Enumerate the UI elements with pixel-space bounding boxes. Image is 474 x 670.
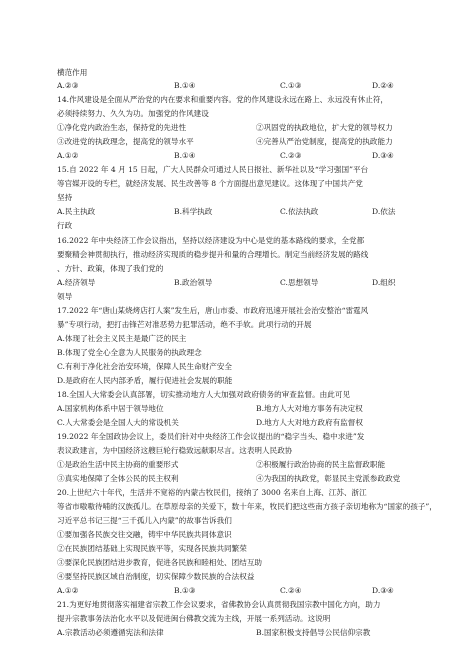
statement-2: ②积极履行政治协商的民主监督政职能 <box>256 460 386 469</box>
option-c: C.思想领导 <box>280 278 319 287</box>
option-b: B.科学执政 <box>174 207 213 216</box>
question-17-line-2: 暴”专项行动，把打击锋芒对准恶势力犯罪活动，绝不手软。此项行动的开展 <box>57 320 312 329</box>
option-b: B.①④ <box>174 151 196 160</box>
option-a: A.国家机构体系中居于领导地位 <box>57 404 164 413</box>
option-a: A.宗教活动必须遵循宪法和法律 <box>57 628 164 637</box>
option-d: D.③④ <box>372 151 394 160</box>
option-a: A.民主执政 <box>57 207 96 216</box>
statement-2: ②巩固党的执政地位，扩大党的领导权力 <box>256 123 393 132</box>
question-20-line-1: 20.上世纪六十年代，生活并不宽裕的内蒙古牧民们，接纳了 3000 名来自上海、江苏、浙江 <box>57 488 367 497</box>
question-15-line-4: 行政 <box>57 221 73 230</box>
statement-1: ①净化党内政治生态，保持党的先进性 <box>57 123 187 132</box>
statement-4: ④要坚持民族区域自治制度，切实保障少数民族的合法权益 <box>57 572 255 581</box>
statement-3: ③要深化民族团结进步教育，促进各民族和睦相处、团结互助 <box>57 558 263 567</box>
option-a: A.体现了社会主义民主是最广泛的民主 <box>57 334 187 343</box>
question-19-line-2: 表议政建言，为中国经济这艘巨轮行稳致远献职尽言。这表明人民政协 <box>57 446 293 455</box>
option-a: A.②③ <box>57 81 79 90</box>
statement-2: ②在民族团结基础上实现民族平等，实现各民族共同繁荣 <box>57 544 247 553</box>
statement-3: ③真实地保障了全体公民的民主权利 <box>57 474 179 483</box>
option-b: B.①④ <box>174 81 196 90</box>
option-d: D.地方人大对地方政府有监督权 <box>256 418 363 427</box>
option-b: B.政治领导 <box>174 278 213 287</box>
question-20-line-3: 习近平总书记三提“三千孤儿入内蒙”的故事告诉我们 <box>57 516 232 525</box>
option-c: C.有利于净化社会治安环境，保障人民生命财产安全 <box>57 362 233 371</box>
text-line: 横范作用 <box>57 68 88 77</box>
question-16-line-2: 要聚精会神贯彻执行，推动经济实现质的稳步提升和量的合理增长。制定当前经济发展的路线 <box>57 250 369 259</box>
option-d: D.③④ <box>372 586 394 595</box>
option-c: C.人大常委会是全国人大的常设机关 <box>57 418 179 427</box>
option-d: D.组织 <box>372 278 396 287</box>
question-14-line-1: 14.作风建设是全面从严治党的内在要求和重要内容。党的作风建设永远在路上、永远没有休止符， <box>57 95 389 104</box>
question-16-line-3: 、方针、政策，体现了我们党的 <box>57 264 164 273</box>
option-a: A.①② <box>57 151 79 160</box>
option-a: A.①② <box>57 586 79 595</box>
option-c: C.②④ <box>280 586 302 595</box>
question-16-line-4: 领导 <box>57 292 73 301</box>
question-15-line-1: 15.自 2022 年 4 月 15 日起，广大人民群众可通过人民日报社、新华社以及“学习强国”平台 <box>57 165 369 174</box>
option-c: C.①③ <box>280 81 302 90</box>
option-c: C.依法执政 <box>280 207 319 216</box>
question-15-line-3: 坚持 <box>57 193 73 202</box>
option-d: D.依法 <box>372 207 396 216</box>
question-21-line-2: 提升宗教事务法治化水平以及促进闽台佛教交流为主线，开展一系列活动。这说明 <box>57 614 331 623</box>
option-d: D.是政府在人民内部矛盾，履行促进社会发展的职能 <box>57 376 233 385</box>
option-b: B.国家积极支持倡导公民信仰宗教 <box>256 628 371 637</box>
option-b: B.①③ <box>174 586 196 595</box>
statement-4: ④完善从严治党制度，提高党的执政能力 <box>256 137 393 146</box>
statement-3: ③改进党的执政理念，提高党的领导水平 <box>57 137 194 146</box>
question-19-line-1: 19.2022 年全国政协会议上，委员们针对中央经济工作会议提出的“稳字当头、稳中求进”发 <box>57 432 365 441</box>
statement-1: ①要加强各民族交往交融，铸牢中华民族共同体意识 <box>57 530 232 539</box>
option-b: B.地方人大对地方事务有决定权 <box>256 404 363 413</box>
question-21-line-1: 21.为更好地贯彻落实福建省宗教工作会议要求，省佛教协会认真贯彻我国宗教中国化方向，助力 <box>57 600 381 609</box>
option-b: B.体现了党全心全意为人民服务的执政理念 <box>57 348 202 357</box>
question-15-line-2: 等官媒开设的专栏，就经济发展、民生改善等 8 个方面提出意见建议。这体现了中国共产党 <box>57 179 363 188</box>
option-c: C.②③ <box>280 151 302 160</box>
question-14-line-2: 必须持续努力、久久为功。加强党的作风建设 <box>57 109 209 118</box>
question-20-line-2: 等省市嗷嗷待哺的汉族孤儿。在草原母亲的关爱下，数十年来，牧民们把这些南方孩子亲切地称为“国家的孩子”， <box>57 502 437 511</box>
statement-1: ①是政治生活中民主协商的重要形式 <box>57 460 179 469</box>
statement-4: ④为我国的执政党，彰显民主党派参政政党 <box>256 474 401 483</box>
option-a: A.经济领导 <box>57 278 96 287</box>
question-18-line-1: 18.全国人大常委会认真部署，切实推动地方人大加强对政府债务的审查监督。由此可见 <box>57 390 351 399</box>
option-d: D.②④ <box>372 81 394 90</box>
question-17-line-1: 17.2022 年“唐山某烧烤店打人案”发生后，唐山市委、市政府迅速开展社会治安整治“雷霆风 <box>57 306 369 315</box>
question-16-line-1: 16.2022 年中央经济工作会议指出，坚持以经济建设为中心是党的基本路线的要求，全党都 <box>57 236 365 245</box>
